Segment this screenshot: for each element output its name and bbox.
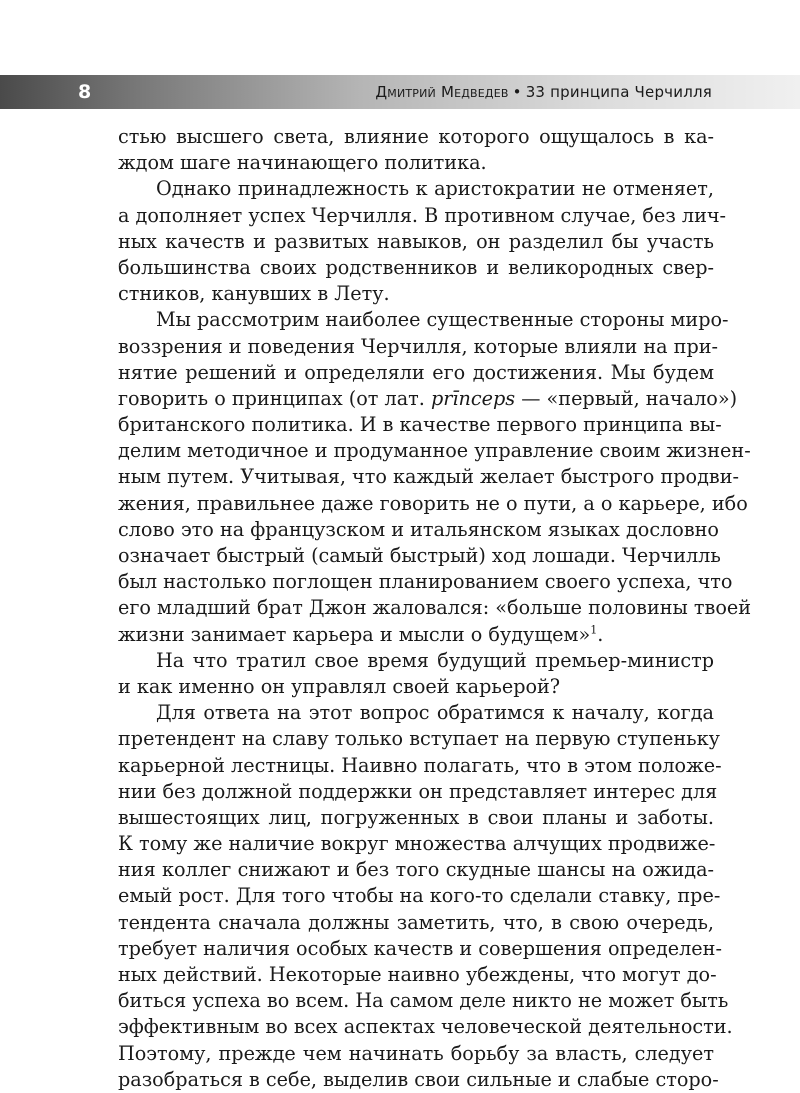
text-line: воззрения и поведения Черчилля, которые влияли на при- — [118, 334, 719, 358]
text-line: ждом шаге начинающего политика. — [118, 151, 487, 175]
text-line: разобраться в себе, выделив свои сильные и слабые сторо- — [118, 1067, 719, 1091]
text-line: требует наличия особых качеств и совершения определен- — [118, 936, 722, 960]
text-line: Мы рассмотрим наиболее существенные стороны миро- — [156, 308, 729, 332]
text-line: Однако принадлежность к аристократии не отменяет, — [156, 177, 714, 201]
text-line: вышестоящих лиц, погруженных в свои планы и заботы. — [118, 805, 714, 829]
text-line: биться успеха во всем. На самом деле никто не может быть — [118, 989, 729, 1013]
page-body — [118, 124, 752, 1093]
text-line-segment: говорить о принципах (от лат. — [118, 386, 431, 410]
text-line: претендент на славу только вступает на первую ступеньку — [118, 727, 720, 751]
text-line: ных качеств и развитых навыков, он разделил бы участь — [118, 229, 714, 253]
text-line: стью высшего света, влияние которого ощущалось в ка- — [118, 125, 714, 148]
text-line: британского политика. И в качестве первого принципа вы- — [118, 413, 722, 437]
text-line: и как именно он управлял своей карьерой? — [118, 674, 561, 698]
text-line: ным путем. Учитывая, что каждый желает быстрого продви- — [118, 465, 739, 489]
text-line: ния коллег снижают и без того скудные шансы на ожида- — [118, 858, 714, 882]
text-line: карьерной лестницы. Наивно полагать, что в этом положе- — [118, 753, 722, 777]
text-line: К тому же наличие вокруг множества алчущих продвиже- — [118, 832, 716, 856]
page-number: 8 — [78, 81, 92, 103]
running-head-book-title: 33 принципа Черчилля — [525, 83, 712, 101]
text-line: Поэтому, прежде чем начинать борьбу за власть, следует — [118, 1041, 714, 1065]
text-line: а дополняет успех Черчилля. В противном случае, без лич- — [118, 203, 727, 227]
text-line: означает быстрый (самый быстрый) ход лошади. Черчилль — [118, 544, 721, 567]
text-line: емый рост. Для того чтобы на кого-то сделали ставку, пре- — [118, 884, 721, 908]
footnote-marker: 1 — [590, 623, 598, 637]
text-line: был настолько поглощен планированием своего успеха, что — [118, 570, 733, 594]
text-line: жения, правильнее даже говорить не о пути, а о карьере, ибо — [118, 491, 748, 515]
text-line — [118, 386, 738, 412]
text-line — [118, 622, 714, 648]
text-line: ных действий. Некоторые наивно убеждены, что могут до- — [118, 963, 717, 986]
text-line: слово это на французском и итальянском языках дословно — [118, 517, 719, 541]
running-head-author: Дмитрий Медведев — [375, 83, 509, 101]
running-head-separator: • — [512, 83, 522, 101]
text-line: стников, канувших в Лету. — [118, 282, 390, 306]
text-line: тендента сначала должны заметить, что, в свою очередь, — [118, 910, 714, 934]
text-line: Для ответа на этот вопрос обратимся к началу, когда — [156, 701, 714, 725]
text-line: На что тратил свое время будущий премьер-министр — [156, 648, 714, 672]
latin-term: prīnceps — [430, 386, 516, 410]
running-head — [375, 80, 712, 104]
text-line-segment: — «первый, начало») — [515, 386, 738, 410]
text-line: эффективным во всех аспектах человеческой деятельности. — [118, 1015, 733, 1039]
text-line: нии без должной поддержки он представляет интерес для — [118, 779, 718, 803]
text-line: нятие решений и определяли его достижения. Мы будем — [118, 360, 714, 384]
text-line: делим методичное и продуманное управление своим жизнен- — [118, 439, 751, 463]
text-line: большинства своих родственников и великородных свер- — [118, 255, 714, 279]
text-line-segment: . — [597, 622, 604, 646]
text-line-segment: жизни занимает карьера и мысли о будущем» — [118, 622, 591, 646]
text-line: его младший брат Джон жаловался: «больше половины твоей — [118, 596, 752, 620]
